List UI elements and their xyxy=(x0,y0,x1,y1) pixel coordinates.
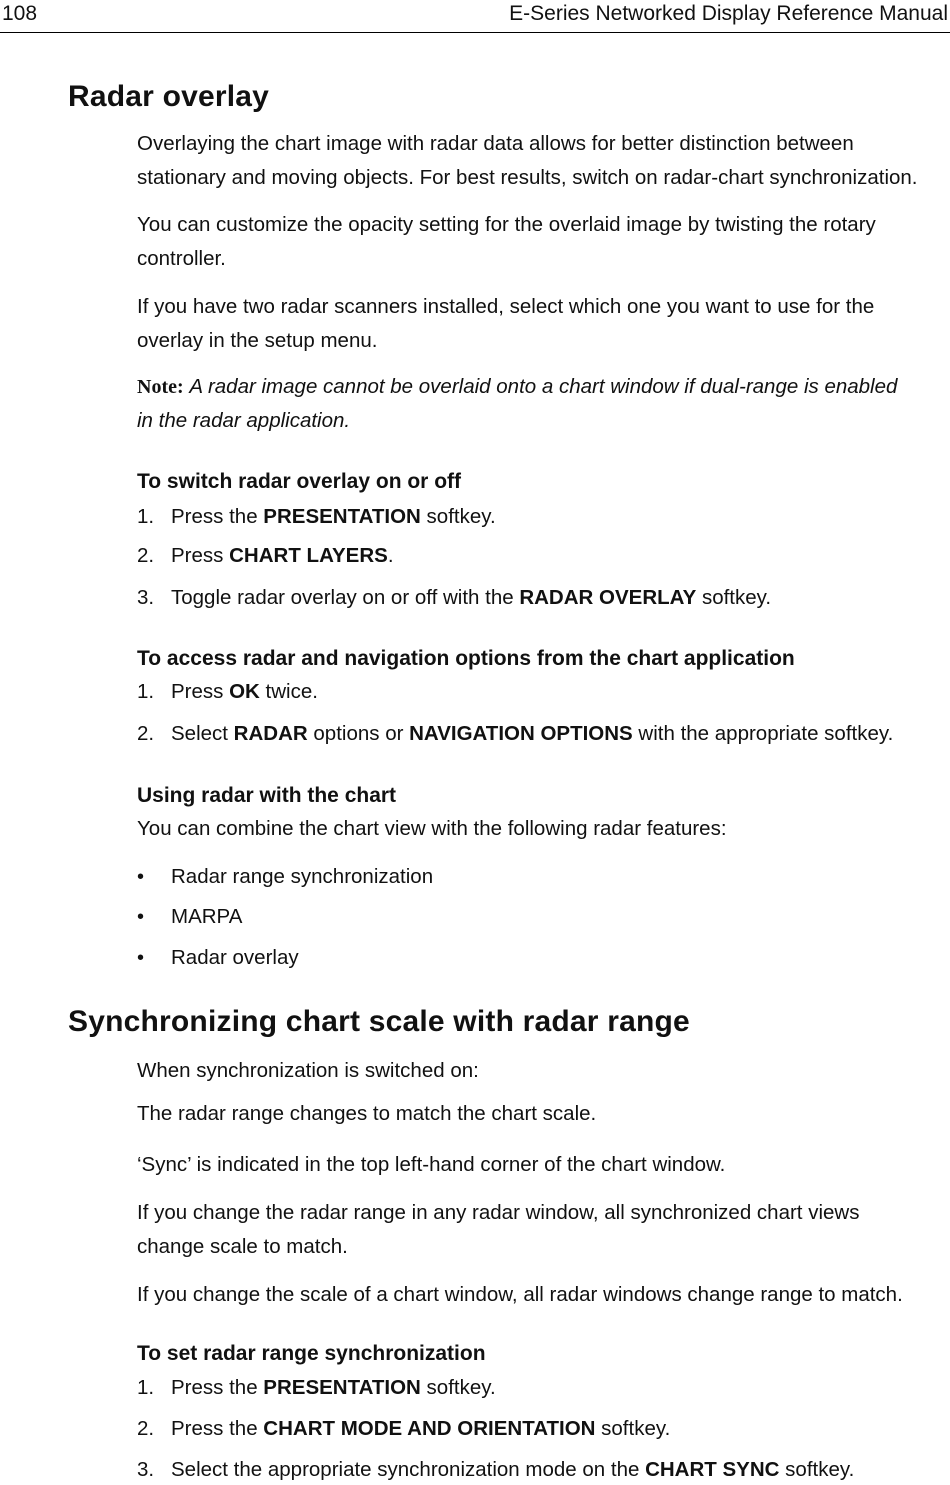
paragraph-sync-on: When synchronization is switched on: xyxy=(137,1059,479,1082)
step-item: 3. Toggle radar overlay on or off with the RADAR OVERLAY softkey. xyxy=(137,586,772,609)
step-item: 2. Select RADAR options or NAVIGATION OPTIONS with the appropriate softkey. xyxy=(137,722,894,745)
softkey-name: RADAR OVERLAY xyxy=(519,586,697,609)
softkey-name: CHART SYNC xyxy=(645,1458,780,1481)
section-heading-sync-scale: Synchronizing chart scale with radar range xyxy=(68,1005,690,1038)
step-item: 2. Press the CHART MODE AND ORIENTATION softkey. xyxy=(137,1417,671,1440)
softkey-name: RADAR xyxy=(233,722,308,745)
page-number: 108 xyxy=(2,2,38,25)
text-line: stationary and moving objects. For best results, switch on radar-chart synchronization. xyxy=(137,166,918,189)
note-text: in the radar application. xyxy=(137,409,351,432)
paragraph-overlay-intro xyxy=(137,127,947,195)
text-line: Overlaying the chart image with radar data allows for better distinction between xyxy=(137,132,854,155)
paragraph-chart-window-change: If you change the scale of a chart window, all radar windows change range to match. xyxy=(137,1283,903,1306)
bullet-icon: • xyxy=(137,906,145,928)
paragraph-range-changes: The radar range changes to match the chart scale. xyxy=(137,1102,597,1125)
procedure-heading-switch-overlay: To switch radar overlay on or off xyxy=(137,470,462,493)
softkey-name: CHART MODE AND ORIENTATION xyxy=(263,1417,596,1440)
step-item: 1. Press the PRESENTATION softkey. xyxy=(137,1376,496,1399)
softkey-name: PRESENTATION xyxy=(263,1376,421,1399)
bullet-icon: • xyxy=(137,866,145,888)
subheading-using-radar: Using radar with the chart xyxy=(137,784,397,807)
text-line: If you change the radar range in any radar window, all synchronized chart views xyxy=(137,1201,860,1224)
step-item: 2. Press CHART LAYERS. xyxy=(137,544,394,567)
section-heading-radar-overlay: Radar overlay xyxy=(68,80,270,113)
step-item: 1. Press the PRESENTATION softkey. xyxy=(137,505,496,528)
procedure-heading-access-options: To access radar and navigation options from the chart application xyxy=(137,647,795,670)
text-line: change scale to match. xyxy=(137,1235,348,1258)
list-item: • MARPA xyxy=(137,905,243,928)
note-line xyxy=(137,370,947,404)
note-label: Note: xyxy=(137,376,184,398)
note xyxy=(137,370,947,438)
manual-title: E-Series Networked Display Reference Manual xyxy=(509,2,948,25)
paragraph-opacity xyxy=(137,208,947,276)
note-text: A radar image cannot be overlaid onto a chart window if dual-range is enabled xyxy=(189,375,898,398)
step-item: 3. Select the appropriate synchronization mode on the CHART SYNC softkey. xyxy=(137,1458,855,1481)
procedure-heading-set-sync: To set radar range synchronization xyxy=(137,1342,486,1365)
step-item: 1. Press OK twice. xyxy=(137,680,318,703)
softkey-name: PRESENTATION xyxy=(263,505,421,528)
text-line: overlay in the setup menu. xyxy=(137,329,378,352)
text-line: You can customize the opacity setting for the overlaid image by twisting the rotary xyxy=(137,213,876,236)
page-header xyxy=(0,0,950,33)
paragraph-radar-window-change xyxy=(137,1196,947,1264)
list-item: • Radar overlay xyxy=(137,946,299,969)
softkey-name: NAVIGATION OPTIONS xyxy=(409,722,633,745)
paragraph-using-radar-intro: You can combine the chart view with the following radar features: xyxy=(137,817,727,840)
text-line: controller. xyxy=(137,247,226,270)
paragraph-two-scanners xyxy=(137,290,947,358)
softkey-name: CHART LAYERS xyxy=(229,544,388,567)
bullet-icon: • xyxy=(137,947,145,969)
softkey-name: OK xyxy=(229,680,260,703)
text-line: If you have two radar scanners installed, select which one you want to use for the xyxy=(137,295,875,318)
list-item: • Radar range synchronization xyxy=(137,865,434,888)
paragraph-sync-indicator: ‘Sync’ is indicated in the top left-hand corner of the chart window. xyxy=(137,1153,726,1176)
